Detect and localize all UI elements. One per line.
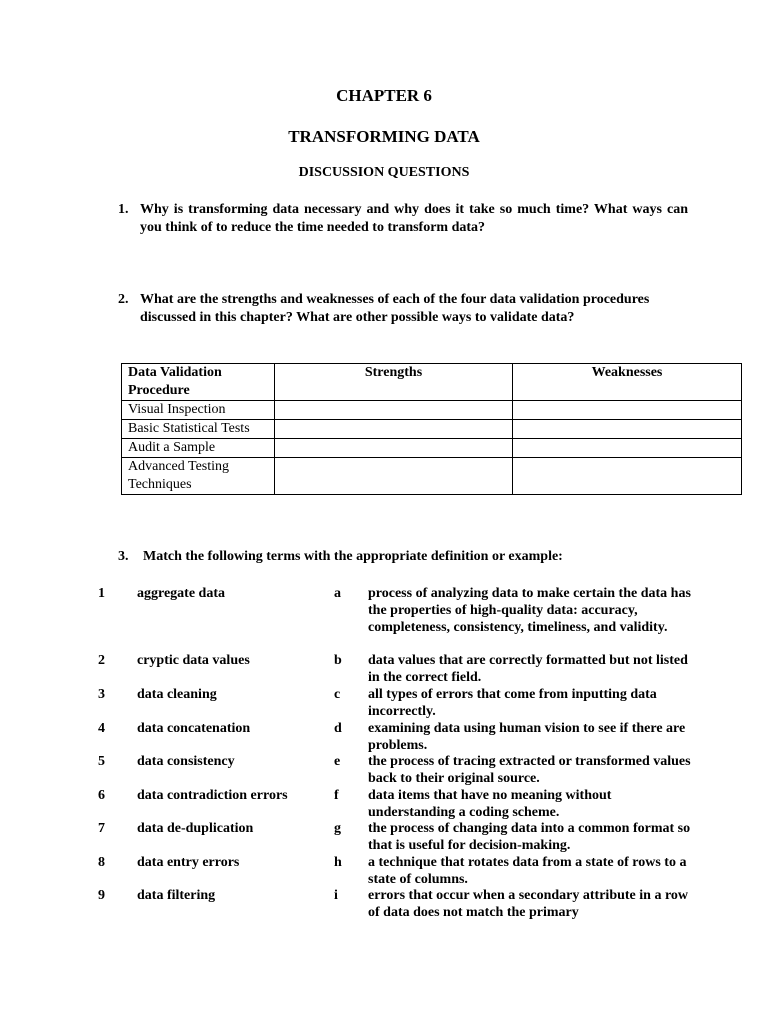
term: cryptic data values bbox=[137, 653, 250, 668]
term-number: 1 bbox=[98, 586, 105, 601]
definition: a technique that rotates data from a state of rows to a state of columns. bbox=[368, 855, 687, 887]
table-cell bbox=[275, 401, 513, 420]
definition-letter: a bbox=[334, 586, 341, 601]
term: data de-duplication bbox=[137, 821, 254, 836]
table-cell: Basic Statistical Tests bbox=[122, 420, 275, 439]
chapter-title: TRANSFORMING DATA bbox=[288, 127, 480, 146]
table-cell bbox=[275, 439, 513, 458]
chapter-heading: CHAPTER 6 bbox=[336, 86, 432, 105]
definition: the process of tracing extracted or transformed values back to their original source. bbox=[368, 754, 691, 786]
table-cell: Audit a Sample bbox=[122, 439, 275, 458]
question-text: What are the strengths and weaknesses of each of the four data validation procedures discussed in this chapter? What are other possible ways to validate data? bbox=[140, 292, 650, 325]
definition: errors that occur when a secondary attribute in a row of data does not match the primary bbox=[368, 888, 689, 920]
term: data consistency bbox=[137, 754, 235, 769]
definition: process of analyzing data to make certain the data has the properties of high-quality data: accuracy, completeness, consistency, timeliness, and validity. bbox=[368, 586, 691, 635]
term: data cleaning bbox=[137, 687, 217, 702]
table-row bbox=[122, 401, 742, 420]
table-cell bbox=[513, 458, 742, 495]
validation-table bbox=[121, 363, 742, 495]
definition-letter: c bbox=[334, 687, 341, 702]
term-number: 8 bbox=[98, 855, 105, 870]
definition-letter: b bbox=[334, 653, 342, 668]
definition: examining data using human vision to see if there are problems. bbox=[368, 721, 686, 753]
table-row bbox=[122, 458, 742, 495]
question-number: 2. bbox=[118, 292, 129, 307]
term-number: 5 bbox=[98, 754, 105, 769]
term-number: 9 bbox=[98, 888, 105, 903]
table-cell: Advanced Testing Techniques bbox=[122, 458, 275, 495]
section-subtitle: DISCUSSION QUESTIONS bbox=[298, 165, 470, 180]
column-header: Weaknesses bbox=[513, 364, 742, 401]
table-cell bbox=[513, 401, 742, 420]
column-header: Strengths bbox=[275, 364, 513, 401]
table-row bbox=[122, 420, 742, 439]
term: data contradiction errors bbox=[137, 788, 288, 803]
term-number: 3 bbox=[98, 687, 105, 702]
table-cell bbox=[275, 420, 513, 439]
question-number: 3. bbox=[118, 549, 129, 564]
definition-letter: i bbox=[334, 888, 338, 903]
table-cell bbox=[513, 420, 742, 439]
definition: data values that are correctly formatted but not listed in the correct field. bbox=[368, 653, 688, 685]
question-text: Match the following terms with the appropriate definition or example: bbox=[143, 549, 563, 564]
term-number: 6 bbox=[98, 788, 105, 803]
question-text: Why is transforming data necessary and why does it take so much time? What ways can you think of to reduce the time needed to transform data? bbox=[140, 202, 688, 235]
definition-letter: d bbox=[334, 721, 342, 736]
definition-letter: g bbox=[334, 821, 341, 836]
definition-letter: h bbox=[334, 855, 342, 870]
table-cell bbox=[275, 458, 513, 495]
question-number: 1. bbox=[118, 202, 129, 217]
table-cell: Visual Inspection bbox=[122, 401, 275, 420]
table-row bbox=[122, 439, 742, 458]
definition: the process of changing data into a common format so that is useful for decision-making. bbox=[368, 821, 691, 853]
term-number: 7 bbox=[98, 821, 105, 836]
term-number: 4 bbox=[98, 721, 105, 736]
definition-letter: f bbox=[334, 788, 339, 803]
definition: all types of errors that come from inputting data incorrectly. bbox=[368, 687, 657, 719]
definition-letter: e bbox=[334, 754, 341, 769]
table-cell bbox=[513, 439, 742, 458]
definition: data items that have no meaning without understanding a coding scheme. bbox=[368, 788, 612, 820]
term-number: 2 bbox=[98, 653, 105, 668]
table-header-row bbox=[122, 364, 742, 401]
term: data filtering bbox=[137, 888, 216, 903]
term: data entry errors bbox=[137, 855, 240, 870]
column-header: Data Validation Procedure bbox=[122, 364, 275, 401]
term: aggregate data bbox=[137, 586, 225, 601]
term: data concatenation bbox=[137, 721, 251, 736]
